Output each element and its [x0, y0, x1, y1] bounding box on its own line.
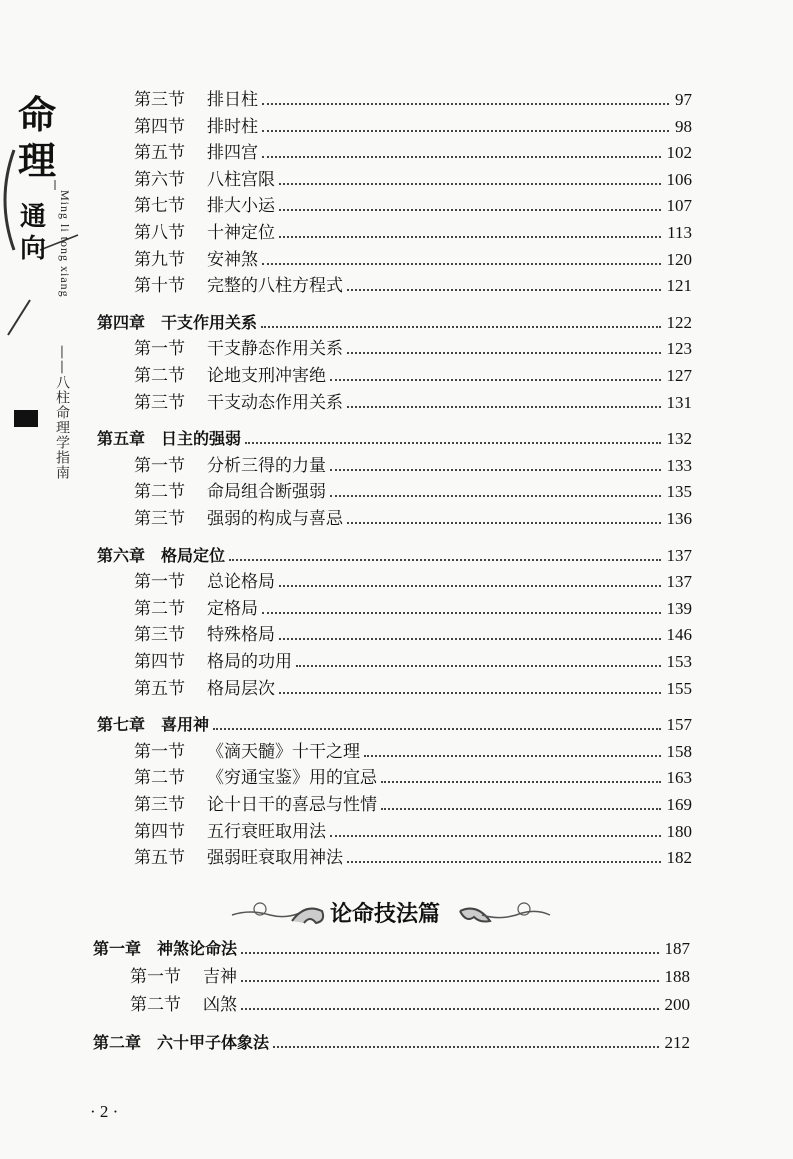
toc-number: 第四节 [134, 116, 185, 137]
toc-title: 排日柱 [207, 90, 258, 110]
toc-number: 第三节 [134, 392, 185, 413]
banner-char-tong: 通 [20, 202, 47, 232]
toc-title: 排时柱 [207, 116, 258, 137]
toc-number: 第六章 [97, 545, 146, 565]
dot-leader [241, 952, 658, 954]
toc-page-number: 106 [666, 169, 692, 189]
toc-page-number: 180 [666, 821, 692, 841]
toc-number: 第三节 [134, 90, 185, 110]
toc-title: 排大小运 [207, 196, 275, 217]
toc-title: 干支作用关系 [161, 312, 258, 332]
cloud-ornament-left-icon [230, 895, 330, 931]
toc-title: 日主的强弱 [161, 429, 242, 449]
toc-page-number: 131 [666, 392, 692, 412]
toc-page-number: 127 [666, 366, 692, 385]
toc-title: 排四宫 [207, 143, 258, 164]
dot-leader [261, 326, 660, 328]
toc-number: 第七章 [97, 715, 146, 735]
toc-page-number: 136 [666, 509, 692, 528]
toc-section-row[interactable] [134, 360, 692, 386]
dot-leader [347, 352, 661, 354]
toc-section-row[interactable] [134, 566, 692, 592]
toc-number: 第四节 [134, 821, 185, 842]
banner-char-xiang: 向 [20, 234, 47, 264]
toc-section-row[interactable] [130, 989, 690, 1015]
toc-number: 第五节 [134, 143, 185, 164]
toc-page-number: 200 [664, 995, 690, 1014]
dot-leader [347, 522, 661, 524]
toc-section-row[interactable] [134, 387, 692, 413]
banner-char-li: 理 [18, 139, 57, 183]
toc-title: 格局定位 [161, 545, 226, 565]
toc-number: 第一节 [134, 455, 185, 476]
toc-number: 第十节 [134, 276, 185, 297]
toc-page-number: 137 [666, 545, 692, 565]
toc-title: 特殊格局 [207, 625, 275, 646]
toc-section-row[interactable] [134, 646, 692, 672]
dot-leader [347, 861, 661, 863]
toc-section-row[interactable] [134, 842, 692, 868]
toc-section-row[interactable] [134, 503, 692, 529]
part-heading [230, 895, 550, 935]
dot-leader [330, 495, 661, 497]
dot-leader [279, 692, 661, 694]
toc-number: 第二节 [134, 482, 185, 503]
toc-title: 吉神 [203, 967, 237, 987]
toc-page-number: 137 [666, 572, 692, 592]
dot-leader [279, 585, 661, 587]
page-number: · 2 · [90, 1102, 119, 1121]
toc-title: 强弱旺衰取用神法 [207, 848, 343, 869]
toc-page-number: 155 [666, 678, 692, 698]
dot-leader [262, 103, 669, 105]
toc-section-row[interactable] [134, 333, 692, 359]
toc-title: 八柱宫限 [207, 169, 275, 190]
toc-page-number: 123 [666, 339, 692, 359]
toc-number: 第六节 [134, 169, 185, 190]
toc-chapter-row[interactable] [97, 540, 692, 566]
part-heading-text: 论命技法篇 [330, 902, 441, 927]
toc-section-row[interactable] [134, 593, 692, 619]
dot-leader [381, 808, 661, 810]
toc-title: 干支静态作用关系 [207, 339, 343, 360]
toc-page-number: 188 [664, 967, 690, 986]
toc-page-number: 97 [675, 90, 692, 109]
toc-section-row[interactable] [134, 190, 692, 216]
toc-number: 第一节 [130, 967, 181, 987]
toc-section-row[interactable] [134, 673, 692, 699]
toc-title: 十神定位 [207, 223, 275, 243]
toc-title: 格局层次 [207, 678, 275, 699]
toc-title: 喜用神 [161, 715, 210, 735]
toc-title: 安神煞 [207, 249, 258, 270]
toc-number: 第二章 [93, 1033, 142, 1052]
toc-number: 第一节 [134, 339, 185, 360]
toc-page-number: 187 [664, 939, 690, 958]
toc-page-number: 102 [666, 143, 692, 163]
dot-leader [347, 289, 661, 291]
toc-title: 《滴天髓》十干之理 [207, 741, 360, 762]
toc-page-number: 182 [666, 848, 692, 868]
toc-page-number: 139 [666, 598, 692, 618]
banner-char-ming: 命 [18, 93, 57, 137]
dot-leader [241, 980, 659, 982]
toc-number: 第三节 [134, 795, 185, 815]
toc-title: 命局组合断强弱 [207, 482, 326, 503]
toc-page-number: 153 [666, 652, 692, 671]
dot-leader [330, 469, 661, 471]
dot-leader [262, 156, 661, 158]
toc-section-row[interactable] [134, 137, 692, 163]
toc-chapter-row[interactable] [93, 933, 690, 959]
dot-leader [330, 379, 661, 381]
toc-chapter-row[interactable] [97, 709, 692, 735]
dot-leader [330, 835, 661, 837]
toc-number: 第一章 [93, 939, 142, 958]
toc-page-number: 120 [666, 249, 692, 269]
dot-leader [262, 130, 669, 132]
toc-page-number: 163 [666, 768, 692, 788]
toc-title: 分析三得的力量 [207, 455, 326, 476]
toc-page-number: 212 [664, 1033, 690, 1052]
toc-page-number: 122 [666, 312, 692, 332]
cloud-ornament-right-icon [452, 895, 552, 931]
dot-leader [347, 406, 661, 408]
toc-chapter-row[interactable] [93, 1027, 690, 1053]
toc-page-number: 158 [666, 741, 692, 761]
toc-title: 格局的功用 [207, 652, 292, 672]
dot-leader [241, 1008, 659, 1010]
toc-section-row[interactable] [134, 789, 692, 815]
toc-section-row[interactable] [134, 476, 692, 502]
toc-title: 强弱的构成与喜忌 [207, 509, 343, 529]
toc-title: 完整的八柱方程式 [207, 276, 343, 297]
toc-section-row[interactable] [134, 84, 692, 110]
toc-page-number: 157 [666, 715, 692, 735]
toc-number: 第二节 [130, 995, 181, 1015]
toc-number: 第一节 [134, 572, 185, 593]
toc-page-number: 107 [666, 196, 692, 216]
toc-title: 论十日干的喜忌与性情 [207, 795, 377, 815]
toc-section-row[interactable] [134, 270, 692, 296]
toc-page-number: 169 [666, 795, 692, 814]
toc-number: 第五节 [134, 848, 185, 869]
dot-leader [229, 559, 660, 561]
dot-leader [262, 263, 661, 265]
toc-page-number: 121 [666, 276, 692, 296]
toc-title: 论地支刑冲害绝 [207, 366, 326, 386]
toc-page-number: 98 [675, 116, 692, 136]
toc-section-row[interactable] [134, 111, 692, 137]
toc-title: 五行衰旺取用法 [207, 821, 326, 842]
toc-number: 第二节 [134, 598, 185, 619]
toc-title: 神煞论命法 [157, 939, 238, 958]
toc-section-row[interactable] [134, 164, 692, 190]
toc-number: 第七节 [134, 196, 185, 217]
toc-chapter-row[interactable] [97, 423, 692, 449]
toc-section-row[interactable] [134, 816, 692, 842]
toc-title: 六十甲子体象法 [157, 1033, 270, 1052]
toc-number: 第二节 [134, 366, 185, 386]
dot-leader [213, 728, 660, 730]
toc-section-row[interactable] [134, 244, 692, 270]
toc-number: 第三节 [134, 625, 185, 646]
banner-romanization: Ming li tong xiang [58, 190, 72, 298]
toc-section-row[interactable] [134, 217, 692, 243]
toc-page-number: 132 [666, 429, 692, 449]
toc-number: 第五章 [97, 429, 146, 449]
dot-leader [273, 1046, 658, 1048]
toc-number: 第四节 [134, 652, 185, 672]
toc-chapter-row[interactable] [97, 307, 692, 333]
dot-leader [245, 442, 660, 444]
dot-leader [262, 612, 661, 614]
toc-section-row[interactable] [134, 736, 692, 762]
toc-section-row[interactable] [130, 961, 690, 987]
toc-title: 总论格局 [207, 572, 275, 593]
dot-leader [279, 209, 661, 211]
toc-section-row[interactable] [134, 450, 692, 476]
dot-leader [364, 755, 661, 757]
dot-leader [381, 781, 661, 783]
toc-number: 第九节 [134, 249, 185, 270]
toc-number: 第三节 [134, 509, 185, 529]
dot-leader [296, 665, 661, 667]
toc-title: 定格局 [207, 598, 258, 619]
dot-leader [279, 638, 661, 640]
dot-leader [279, 236, 661, 238]
toc-page-number: 135 [666, 482, 692, 502]
toc-title: 《穷通宝鉴》用的宜忌 [207, 768, 377, 789]
toc-number: 第五节 [134, 678, 185, 699]
toc-page-number: 146 [666, 625, 692, 645]
toc-page-number: 113 [667, 223, 692, 242]
toc-number: 第八节 [134, 223, 185, 243]
toc-number: 第一节 [134, 741, 185, 762]
dot-leader [279, 183, 661, 185]
banner-subtitle: ——八柱命理学指南 [54, 345, 70, 480]
toc-page-number: 133 [666, 455, 692, 475]
toc-section-row[interactable] [134, 762, 692, 788]
toc-section-row[interactable] [134, 619, 692, 645]
toc-number: 第四章 [97, 312, 146, 332]
toc-number: 第二节 [134, 768, 185, 789]
toc-title: 干支动态作用关系 [207, 392, 343, 413]
toc-title: 凶煞 [203, 995, 237, 1015]
